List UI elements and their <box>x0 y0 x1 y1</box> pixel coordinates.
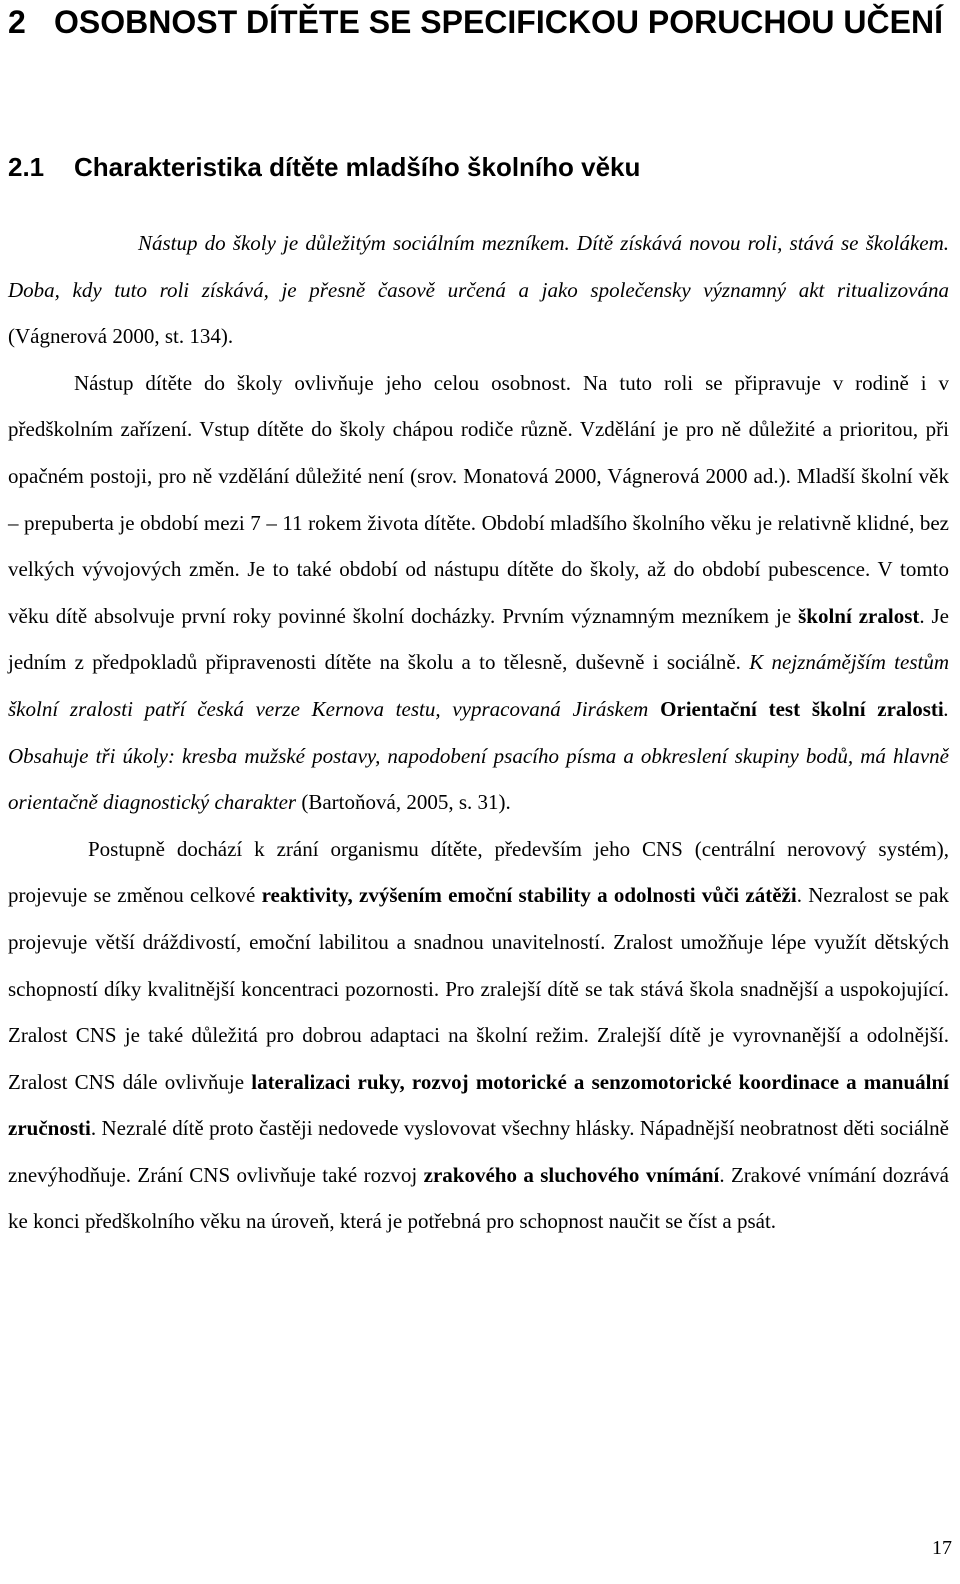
paragraph-3-bold-text: reaktivity, zvýšením emoční stability a odolnosti vůči zátěži <box>261 883 797 908</box>
paragraph-3-bold-text-2: lateralizaci ruky, rozvoj motorické a senzomotorické koordinace a manuální zručnosti <box>8 1069 950 1141</box>
paragraph-2-italic-text: K nejznámějším testům školní zralosti patří česká verze Kernova testu, vypracovaná Jiráskem <box>8 650 949 721</box>
paragraph-2-text-2: . Je jedním z předpokladů připravenosti dítěte na školu a to tělesně, duševně i sociálně. <box>8 603 950 675</box>
chapter-number: 2 <box>8 4 26 40</box>
paragraph-2-bold-test-name: Orientační test školní zralosti <box>660 696 944 721</box>
paragraph-2-bold-term: školní zralost <box>798 603 920 628</box>
paragraph-3-text-3: . Nezralé dítě proto častěji nedovede vyslovovat všechny hlásky. Nápadnější neobratnost děti sociálně znevýhodňuje. Zrání CNS ovlivňuje také rozvoj <box>8 1116 949 1187</box>
paragraph-3 <box>8 826 949 1245</box>
paragraph-3-text: Postupně dochází k zrání organismu dítěte, především jeho CNS (centrální nerovový systém), projevuje se změnou celkové <box>8 836 949 908</box>
paragraph-2-italic-text-2: . Obsahuje tři úkoly: kresba mužské postavy, napodobení psacího písma a obkreslení skupiny bodů, má hlavně orientačně diagnostický charakter <box>8 696 949 815</box>
paragraph-2 <box>8 360 949 826</box>
chapter-heading <box>8 2 948 43</box>
section-title: Charakteristika dítěte mladšího školního věku <box>74 152 641 182</box>
paragraph-1 <box>8 220 949 360</box>
paragraph-2-text: Nástup dítěte do školy ovlivňuje jeho celou osobnost. Na tuto roli se připravuje v rodině i v předškolním zařízení. Vstup dítěte do školy chápou rodiče různě. Vzdělání je pro ně důležité a prioritou, při opačném postoji, pro ně vzdělání důležité není (srov. Monatová 2000, Vágnerová 2000 ad.). Mladší školní věk – prepuberta je období mezi 7 – 11 rokem života dítěte. Období mladšího školního věku je relativně klidné, bez velkých vývojových změn. Je to také období od nástupu dítěte do školy, až do období pubescence. V tomto věku dítě absolvuje první roky povinné školní docházky. Prvním významným mezníkem je <box>8 370 949 628</box>
section-heading <box>8 150 948 184</box>
body-text <box>8 220 949 1245</box>
paragraph-3-text-4: . Zrakové vnímání dozrává ke konci předškolního věku na úroveň, která je potřebná pro schopnost naučit se číst a psát. <box>8 1162 949 1234</box>
paragraph-2-citation: (Bartoňová, 2005, s. 31). <box>296 790 511 815</box>
paragraph-3-bold-text-3: zrakového a sluchového vnímání <box>423 1162 720 1187</box>
paragraph-1-citation: (Vágnerová 2000, st. 134). <box>8 324 234 349</box>
paragraph-1-italic-text: Nástup do školy je důležitým sociálním mezníkem. Dítě získává novou roli, stává se školákem. Doba, kdy tuto roli získává, je přesně časově určená a jako společensky významný akt ritualizována <box>8 231 949 302</box>
page-number: 17 <box>932 1537 952 1559</box>
paragraph-3-text-2: . Nezralost se pak projevuje větší dráždivostí, emoční labilitou a snadnou unavitelností. Zralost umožňuje lépe využít dětských schopností díky kvalitnější koncentraci pozornosti. Pro zralejší dítě se tak stává škola snadnější a uspokojující. Zralost CNS je také důležitá pro dobrou adaptaci na školní režim. Zralejší dítě je vyrovnanější a odolnější. Zralost CNS dále ovlivňuje <box>8 883 949 1094</box>
section-number: 2.1 <box>8 152 45 182</box>
chapter-title: OSOBNOST DÍTĚTE SE SPECIFICKOU PORUCHOU UČENÍ <box>54 4 943 40</box>
